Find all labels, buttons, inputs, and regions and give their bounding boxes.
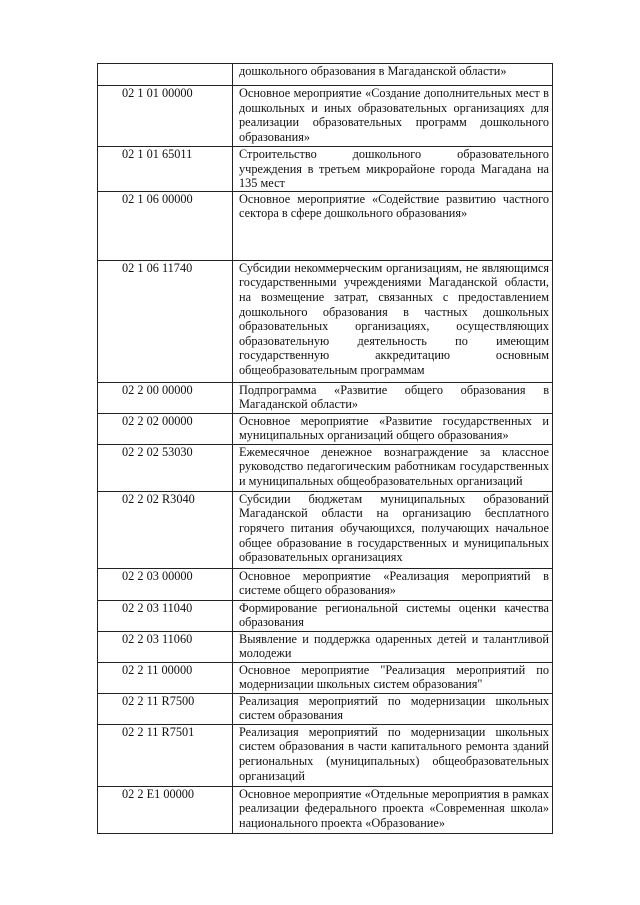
row-description: Субсидии бюджетам муниципальных образований Магаданской области на организацию бесплатного горячего питания обучающихся, получающих начальное общее образование в государственных и муниципальных образовательных организациях <box>233 491 553 568</box>
row-description: Формирование региональной системы оценки качества образования <box>233 600 553 631</box>
table-row <box>98 444 553 491</box>
row-code: 02 2 00 00000 <box>98 382 233 413</box>
table-row <box>98 491 553 568</box>
budget-classification-table <box>97 63 553 834</box>
row-code: 02 2 11 00000 <box>98 662 233 693</box>
row-description: Реализация мероприятий по модернизации школьных систем образования в части капитального ремонта зданий региональных (муниципальных) общеобразовательных организаций <box>233 724 553 786</box>
row-description: Основное мероприятие «Создание дополнительных мест в дошкольных и иных образовательных организациях для реализации образовательных программ дошкольного образования» <box>233 86 553 147</box>
row-code: 02 1 01 65011 <box>98 147 233 192</box>
row-code: 02 2 03 00000 <box>98 568 233 600</box>
table-row <box>98 568 553 600</box>
row-description: Строительство дошкольного образовательного учреждения в третьем микрорайоне города Магадана на 135 мест <box>233 147 553 192</box>
table-row <box>98 600 553 631</box>
row-description: Выявление и поддержка одаренных детей и талантливой молодежи <box>233 631 553 662</box>
table-row <box>98 413 553 444</box>
row-code: 02 2 03 11040 <box>98 600 233 631</box>
row-code: 02 2 03 11060 <box>98 631 233 662</box>
row-description: Ежемесячное денежное вознаграждение за классное руководство педагогическим работникам государственных и муниципальных общеобразовательных организаций <box>233 444 553 491</box>
row-code: 02 2 02 53030 <box>98 444 233 491</box>
table-row <box>98 86 553 147</box>
row-code: 02 2 11 R7500 <box>98 693 233 724</box>
table-row <box>98 260 553 382</box>
row-description: Субсидии некоммерческим организациям, не являющимся государственными учреждениями Магаданской области, на возмещение затрат, связанных с предоставлением дошкольного образования в частных дошкольных образовательных организациях, осуществляющих образовательную деятельность по имеющим государственную аккредитацию основным общеобразовательным программам <box>233 260 553 382</box>
row-code: 02 1 06 11740 <box>98 260 233 382</box>
table-row <box>98 662 553 693</box>
row-code: 02 1 06 00000 <box>98 191 233 260</box>
table-row <box>98 631 553 662</box>
row-description: Подпрограмма «Развитие общего образования в Магаданской области» <box>233 382 553 413</box>
table-row <box>98 191 553 260</box>
row-code: 02 2 02 R3040 <box>98 491 233 568</box>
table-row <box>98 724 553 786</box>
row-description: Основное мероприятие "Реализация мероприятий по модернизации школьных систем образования" <box>233 662 553 693</box>
table-row <box>98 693 553 724</box>
table-row <box>98 382 553 413</box>
table-row <box>98 147 553 192</box>
table-row <box>98 64 553 86</box>
row-description: Основное мероприятие «Отдельные мероприятия в рамках реализации федерального проекта «Современная школа» национального проекта «Образование» <box>233 786 553 833</box>
row-description: дошкольного образования в Магаданской области» <box>233 64 553 86</box>
row-code: 02 2 02 00000 <box>98 413 233 444</box>
row-description: Основное мероприятие «Развитие государственных и муниципальных организаций общего образования» <box>233 413 553 444</box>
row-code: 02 2 E1 00000 <box>98 786 233 833</box>
row-code: 02 1 01 00000 <box>98 86 233 147</box>
row-description: Реализация мероприятий по модернизации школьных систем образования <box>233 693 553 724</box>
row-description: Основное мероприятие «Содействие развитию частного сектора в сфере дошкольного образования» <box>233 191 553 260</box>
row-code <box>98 64 233 86</box>
table-row <box>98 786 553 833</box>
row-code: 02 2 11 R7501 <box>98 724 233 786</box>
row-description: Основное мероприятие «Реализация мероприятий в системе общего образования» <box>233 568 553 600</box>
